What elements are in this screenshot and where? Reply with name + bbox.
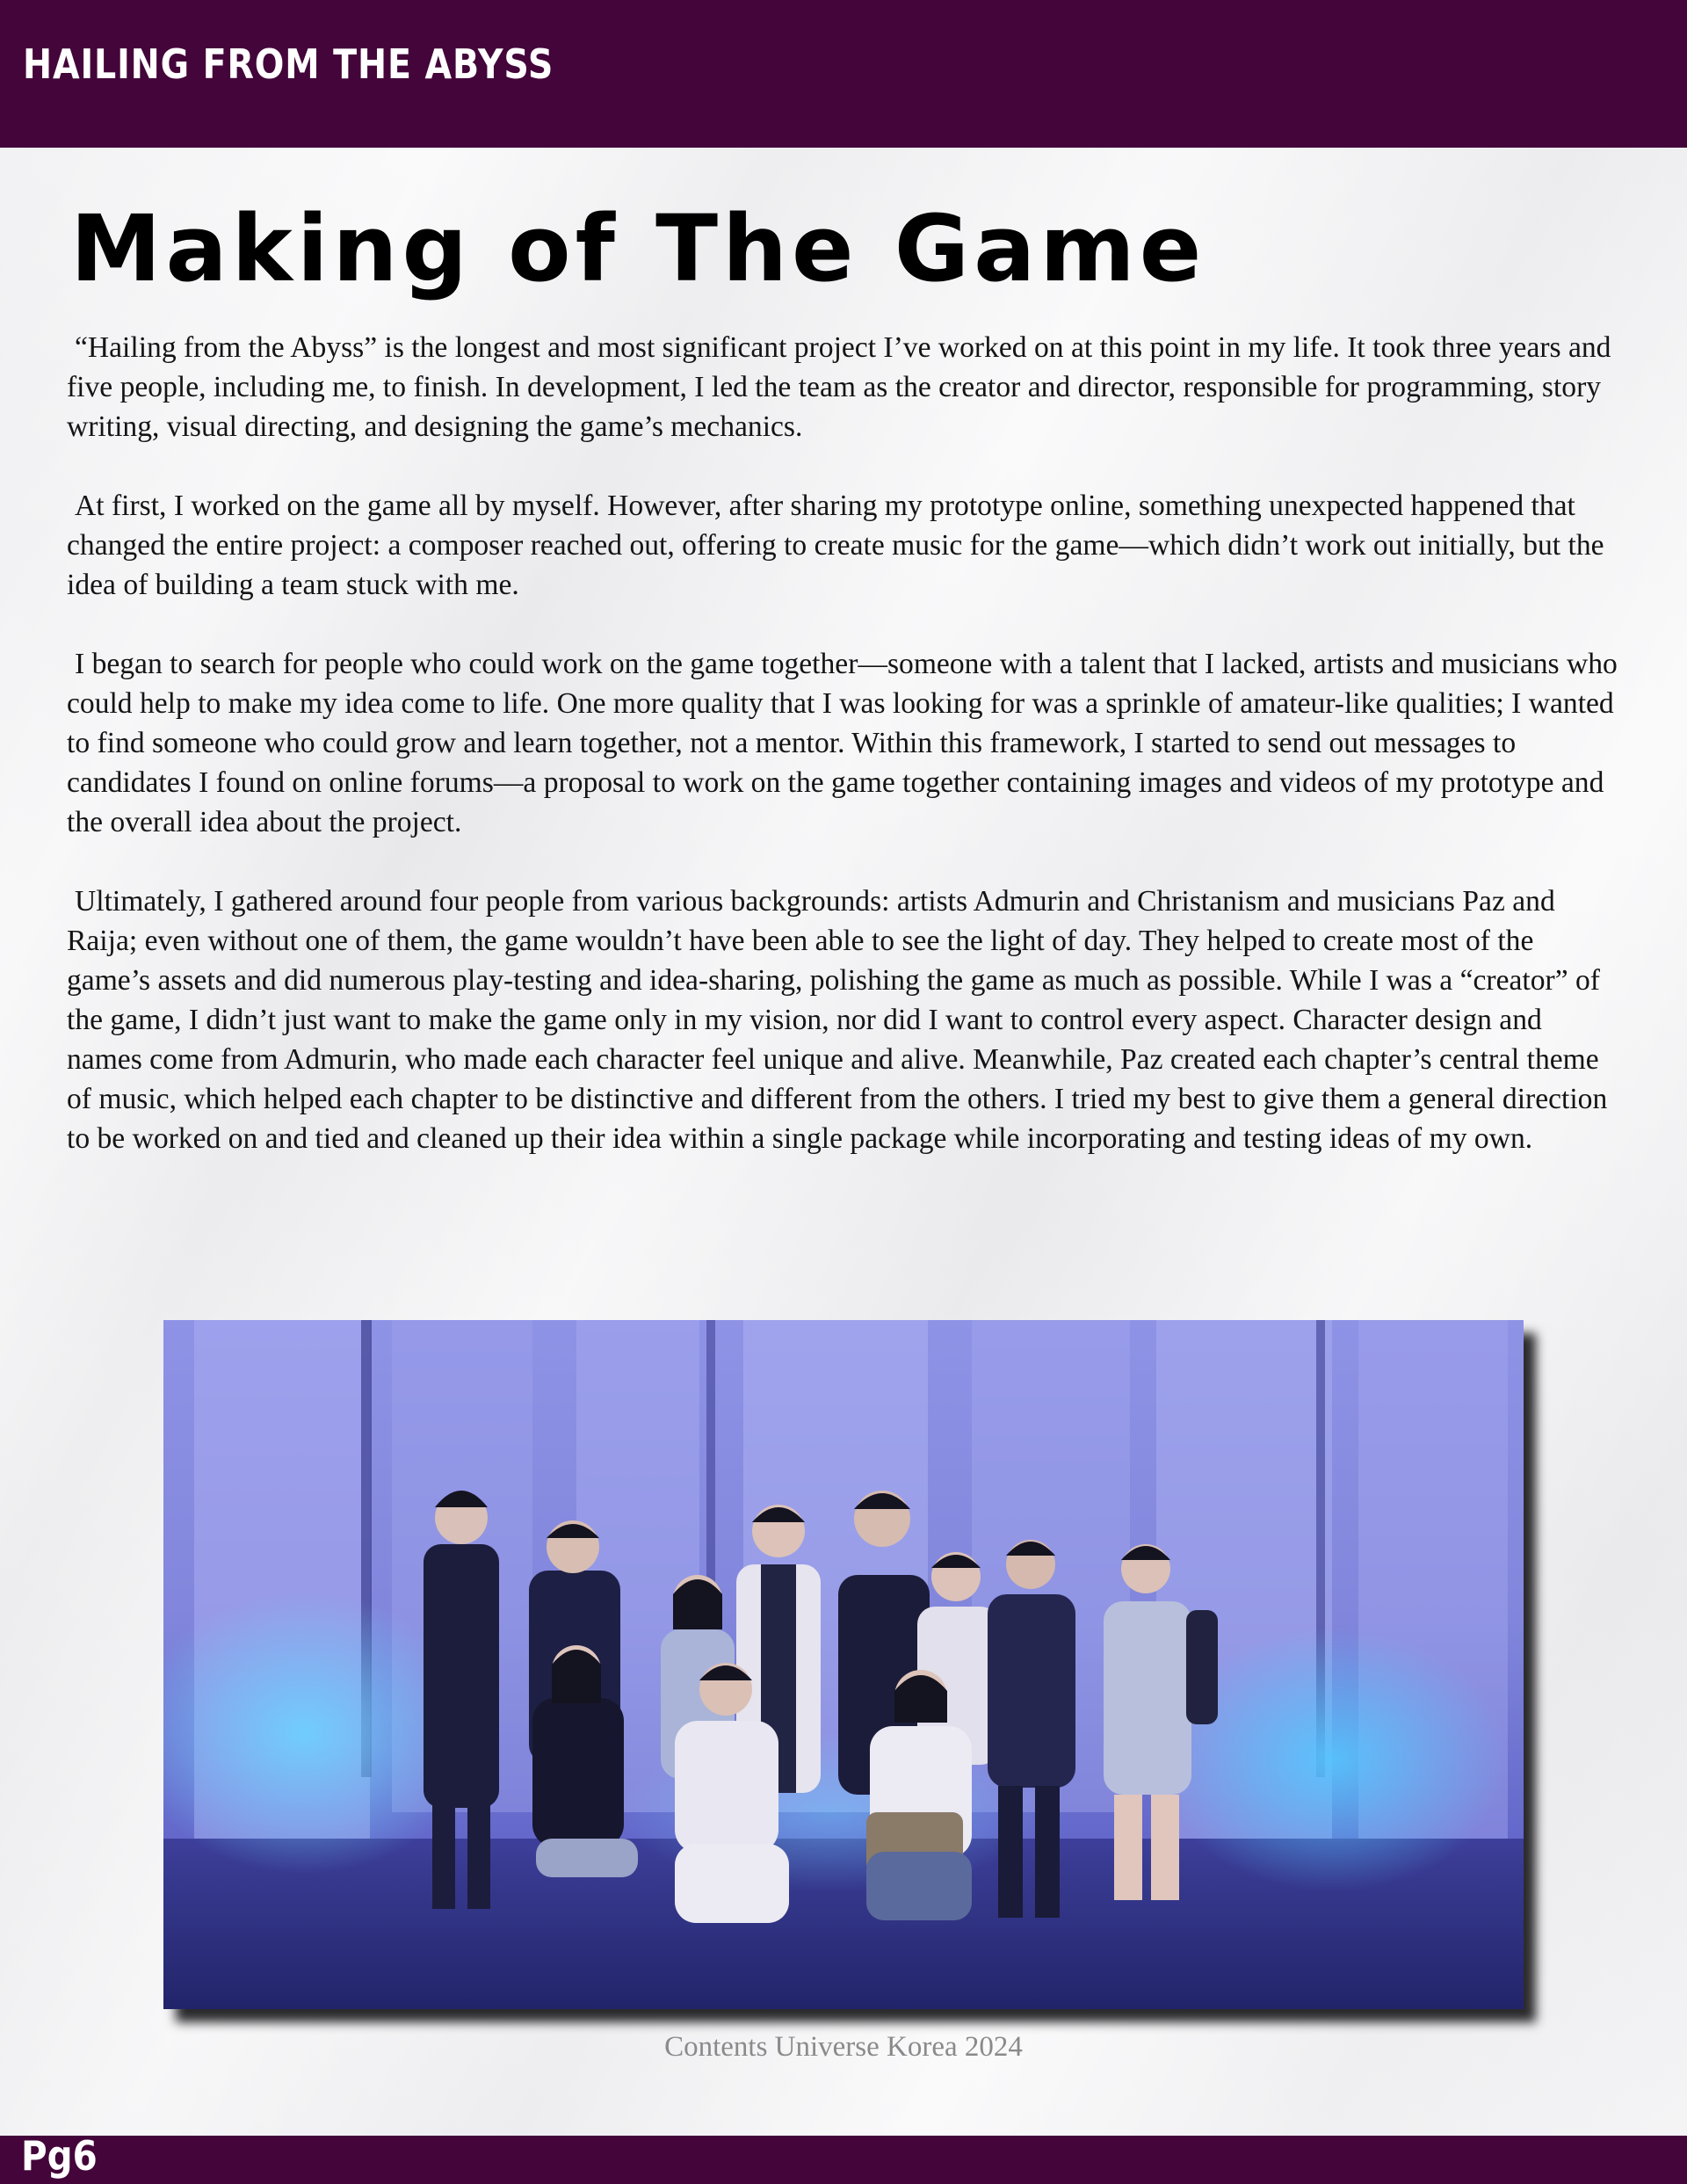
article-paragraph: At first, I worked on the game all by myself. However, after sharing my prototype online, something unexpected happened that changed the entire project: a composer reached out, offering to create music for the game—which didn’t work out initially, but the idea of building a team stuck with me. (67, 490, 1604, 601)
group-photo (163, 1320, 1524, 2009)
article-paragraph: “Hailing from the Abyss” is the longest and most significant project I’ve worked on at this point in my life. It took three years and five people, including me, to finish. In development, I led the team as the creator and director, responsible for programming, story writing, visual directing, and designing the game’s mechanics. (67, 331, 1611, 443)
footer-banner (0, 2136, 1687, 2184)
article-paragraph: Ultimately, I gathered around four people from various backgrounds: artists Admurin and Christanism and musicians Paz and Raija; even without one of them, the game wouldn’t have been able to see the light of day. They helped to create most of the game’s assets and did numerous play-testing and idea-sharing, polishing the game as much as possible. While I was a “creator” of the game, I didn’t just want to make the game only in my vision, nor did I want to control every aspect. Character design and names come from Admurin, who made each character feel unique and alive. Meanwhile, Paz created each chapter’s central theme of music, which helped each chapter to be distinctive and different from the others. I tried my best to give them a general direction to be worked on and tied and cleaned up their idea within a single package while incorporating and testing ideas of my own. (67, 885, 1608, 1155)
header-banner (0, 0, 1687, 148)
article-paragraph: I began to search for people who could work on the game together—someone with a talent that I lacked, artists and musicians who could help to make my idea come to life. One more quality that I was looking for was a sprinkle of amateur-like qualities; I wanted to find someone who could grow and learn together, not a mentor. Within this framework, I started to send out messages to candidates I found on online forums—a proposal to work on the game together containing images and videos of my prototype and the overall idea about the project. (67, 648, 1618, 838)
photo-caption: Contents Universe Korea 2024 (664, 2031, 1023, 2063)
magazine-section-title: HAILING FROM THE ABYSS (23, 40, 554, 88)
page-number: Pg6 (21, 2132, 98, 2180)
page-title: Making of The Game (70, 195, 1206, 302)
article-body (67, 328, 1622, 1158)
group-photo-illustration (163, 1320, 1524, 2009)
